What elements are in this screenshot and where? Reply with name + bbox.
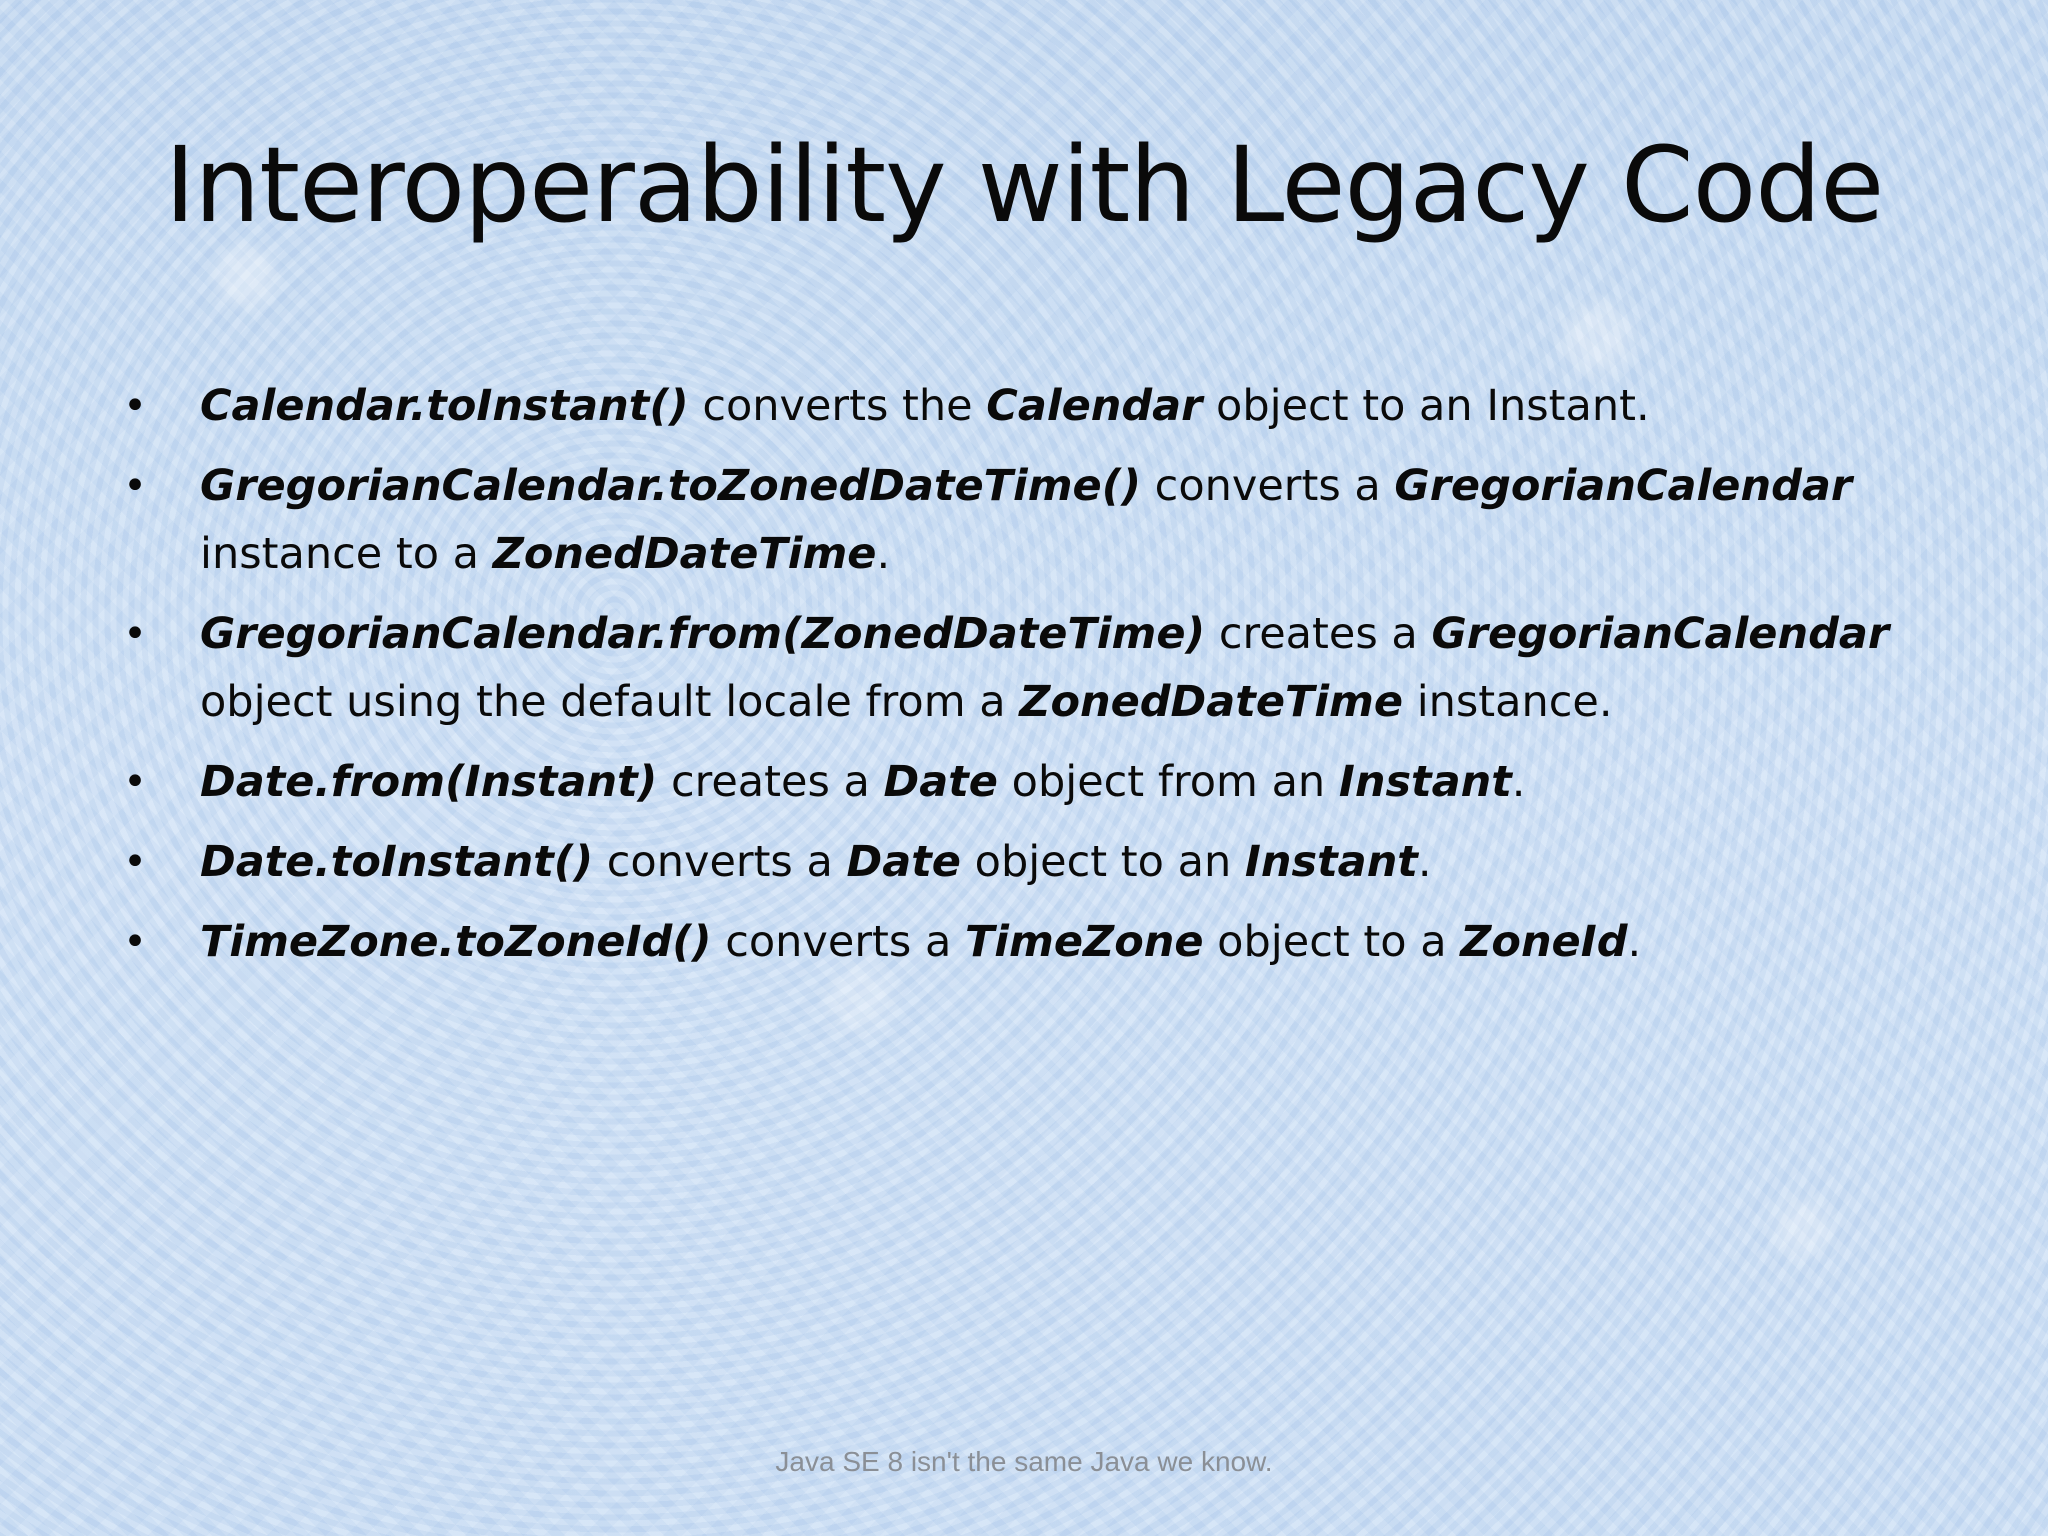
code-term: Calendar <box>986 381 1203 431</box>
bullet-text-run: instance to a <box>200 529 493 579</box>
bullet-item <box>120 828 1940 896</box>
code-term: Date <box>883 757 998 807</box>
bullet-item <box>120 908 1940 976</box>
code-term: GregorianCalendar.toZonedDateTime() <box>200 461 1142 511</box>
bullet-list <box>120 372 1940 988</box>
bullet-text-run: object to an <box>960 837 1245 887</box>
bullet-text-run: converts a <box>593 837 847 887</box>
bullet-text-run: instance. <box>1403 677 1613 727</box>
bullet-dot: • <box>123 759 147 805</box>
code-term: ZonedDateTime <box>1019 677 1404 727</box>
bullet-text-run: . <box>1511 757 1526 807</box>
code-term: GregorianCalendar.from(ZonedDateTime) <box>200 609 1206 659</box>
code-term: Date.toInstant() <box>200 837 594 887</box>
bullet-text-run: converts a <box>1141 461 1395 511</box>
code-term: GregorianCalendar <box>1394 461 1853 511</box>
bullet-text-run: creates a <box>657 757 884 807</box>
bullet-dot: • <box>123 611 147 657</box>
code-term: Date <box>846 837 961 887</box>
bullet-text <box>200 609 1889 727</box>
slide-title: Interoperability with Legacy Code <box>164 124 1884 246</box>
slide-footer: Java SE 8 isn't the same Java we know. <box>775 1446 1273 1477</box>
code-term: ZonedDateTime <box>492 529 877 579</box>
bullet-text-run: converts the <box>688 381 987 431</box>
bullet-text <box>200 757 1525 807</box>
bullet-dot: • <box>123 383 147 429</box>
code-term: Calendar.toInstant() <box>200 381 689 431</box>
bullet-text-run: object using the default locale from a <box>200 677 1020 727</box>
code-term: Instant <box>1244 837 1418 887</box>
bullet-text <box>200 837 1432 887</box>
bullet-dot: • <box>123 463 147 509</box>
bullet-dot: • <box>123 839 147 885</box>
bullet-text-run: . <box>1417 837 1432 887</box>
code-term: TimeZone <box>964 917 1204 967</box>
bullet-text-run: . <box>1627 917 1642 967</box>
code-term: Date.from(Instant) <box>200 757 658 807</box>
bullet-text <box>200 461 1852 579</box>
code-term: ZoneId <box>1460 917 1628 967</box>
bullet-dot: • <box>123 919 147 965</box>
bullet-text-run: object to an Instant. <box>1202 381 1650 431</box>
bullet-text <box>200 917 1641 967</box>
bullet-item <box>120 372 1940 440</box>
code-term: Instant <box>1338 757 1512 807</box>
code-term: GregorianCalendar <box>1431 609 1890 659</box>
bullet-text-run: converts a <box>711 917 965 967</box>
bullet-text-run: object to a <box>1203 917 1461 967</box>
bullet-item <box>120 748 1940 816</box>
code-term: TimeZone.toZoneId() <box>200 917 712 967</box>
bullet-item <box>120 600 1940 736</box>
bullet-text-run: . <box>876 529 891 579</box>
bullet-text-run: creates a <box>1205 609 1432 659</box>
bullet-item <box>120 452 1940 588</box>
bullet-text <box>200 381 1650 431</box>
bullet-text-run: object from an <box>997 757 1339 807</box>
